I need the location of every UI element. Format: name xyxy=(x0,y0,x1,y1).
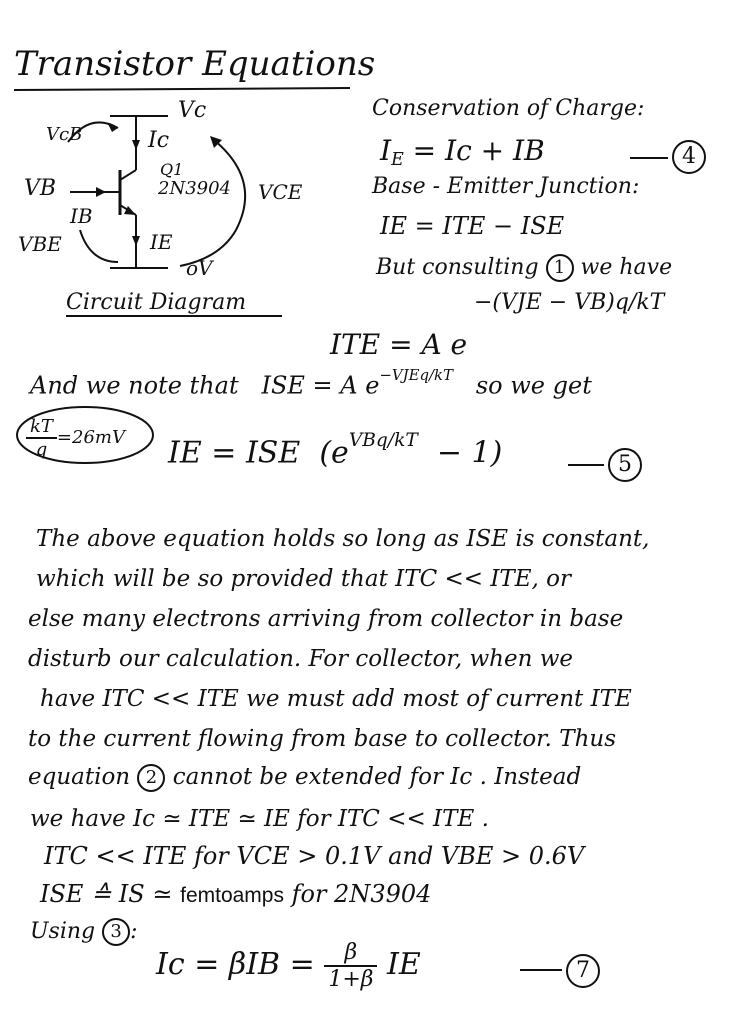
para-line-6: to the current flowing from base to collector. Thus xyxy=(28,726,617,752)
note-tail: so we get xyxy=(475,371,592,400)
but-tail: we have xyxy=(580,255,673,280)
ref-2-circle: 2 xyxy=(137,764,165,792)
page-title: Transistor Equations xyxy=(14,44,376,84)
equation-5 xyxy=(168,430,502,471)
note-ise: ISE = A e xyxy=(261,371,380,400)
kt-den: q xyxy=(35,439,48,460)
circuit-label-ic: Ic xyxy=(148,128,170,153)
cond2-hw: ISE ≙ IS ≃ xyxy=(40,880,173,908)
using-line: Using 3 : xyxy=(30,919,138,944)
cond2-tail: for 2N3904 xyxy=(291,880,432,908)
eq4-lhs-sub: E xyxy=(391,150,404,171)
kt-num: kT xyxy=(26,416,57,439)
ref-3-circle: 3 xyxy=(102,918,130,946)
but-text: But consulting xyxy=(376,255,539,280)
ite-equation: ITE = A e xyxy=(330,328,468,361)
eq4-rhs: = Ic + IB xyxy=(412,134,545,167)
para-line-4: disturb our calculation. For collector, when we xyxy=(28,646,574,672)
equation-4 xyxy=(380,134,545,170)
circuit-label-vb: VB xyxy=(24,176,57,201)
para-line-7 xyxy=(28,764,581,792)
para-line-2: which will be so provided that ITC << ITE, or xyxy=(36,566,572,592)
note-text: And we note that xyxy=(30,371,239,400)
using-text: Using xyxy=(30,919,96,944)
condition-1: ITC << ITE for VCE > 0.1V and VBE > 0.6V xyxy=(44,842,585,870)
eq4-lhs: I xyxy=(380,134,392,167)
equation-ie: IE = ITE − ISE xyxy=(380,212,565,240)
note-line xyxy=(30,366,592,399)
eq5-number xyxy=(608,448,642,482)
kt-over-q xyxy=(26,416,125,460)
circuit-label-part: 2N3904 xyxy=(158,178,232,199)
note-ise-exp: −VJEq/kT xyxy=(379,366,453,384)
circuit-label-q1: Q1 xyxy=(160,160,184,179)
eq5-circle: 5 xyxy=(608,448,642,482)
heading-base-emitter: Base - Emitter Junction: xyxy=(372,174,640,199)
eq5-tail: − 1) xyxy=(436,435,503,471)
final-den: 1+β xyxy=(328,967,374,992)
final-lhs: Ic = βIB = xyxy=(156,947,315,982)
condition-2 xyxy=(40,880,431,908)
kt-fraction xyxy=(26,416,57,460)
but-consulting-line xyxy=(376,254,672,282)
kt-value: =26mV xyxy=(56,427,125,448)
eq7-circle: 7 xyxy=(566,954,600,988)
final-rhs: IE xyxy=(387,947,421,982)
eq4-circle: 4 xyxy=(672,140,706,174)
para-equation-word: equation xyxy=(28,764,131,790)
ref-1-circle: 1 xyxy=(546,254,574,282)
exponent-text: −(VJE − VB)q/kT xyxy=(474,290,665,315)
para-line-7-tail: cannot be extended for Ic . Instead xyxy=(172,764,582,790)
circuit-label-vce: VCE xyxy=(258,180,303,204)
circuit-label-ie: IE xyxy=(150,230,173,254)
circuit-label-ov: oV xyxy=(186,256,213,280)
para-line-3: else many electrons arriving from collector in base xyxy=(28,606,624,632)
circuit-label-vc: Vc xyxy=(178,98,207,123)
circuit-label-vcb: VcB xyxy=(46,124,83,145)
final-num: β xyxy=(324,940,377,967)
final-equation xyxy=(156,940,421,992)
circuit-label-vbe: VBE xyxy=(18,232,62,256)
para-line-1: The above equation holds so long as ISE is constant, xyxy=(36,526,650,552)
eq4-number xyxy=(672,140,706,174)
final-fraction xyxy=(324,940,377,992)
eq5-exp: VBq/kT xyxy=(348,430,418,451)
final-number xyxy=(566,954,600,988)
eq5-lhs: IE = ISE xyxy=(168,435,301,471)
para-line-8: we have Ic ≃ ITE ≃ IE for ITC << ITE . xyxy=(30,806,489,832)
heading-conservation: Conservation of Charge: xyxy=(372,96,645,121)
para-line-5: have ITC << ITE we must add most of current ITE xyxy=(40,686,632,712)
eq5-open: (e xyxy=(319,435,349,471)
circuit-caption: Circuit Diagram xyxy=(66,290,247,315)
cond2-print: femtoamps xyxy=(180,884,284,907)
circuit-label-ib: IB xyxy=(70,204,93,228)
